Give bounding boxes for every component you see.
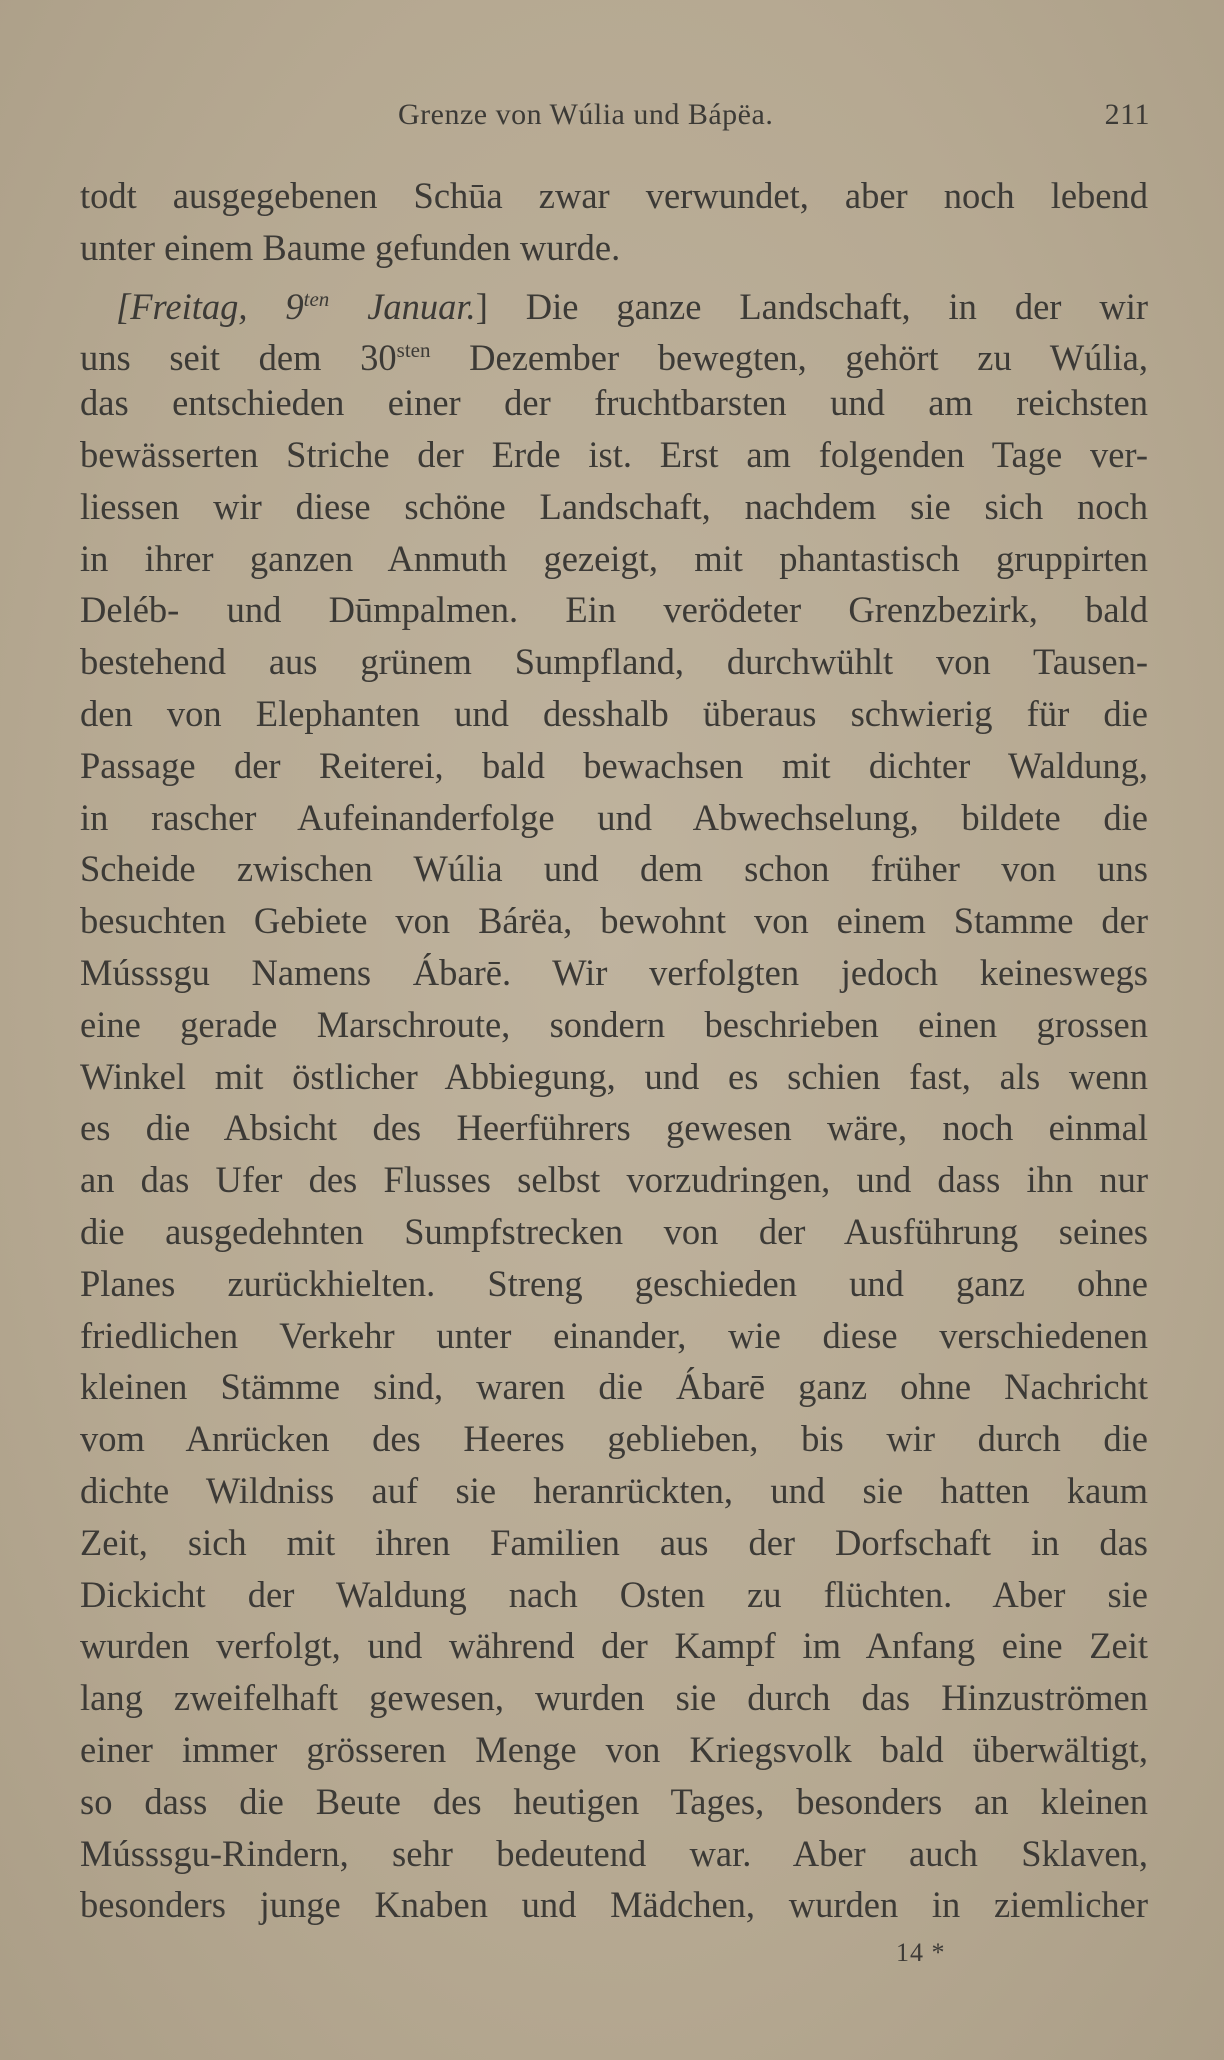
text-line: dichte Wildniss auf sie heranrückten, und sie hatten kaum [80, 1469, 1148, 1511]
date-line-rest: Die ganze Landschaft, in der wir [487, 285, 1148, 327]
text-line: bewässerten Striche der Erde ist. Erst am folgenden Tage ver- [80, 433, 1148, 475]
page-number: 211 [1104, 98, 1150, 131]
text-line: in ihrer ganzen Anmuth gezeigt, mit phantastisch gruppirten [80, 537, 1148, 579]
text-line: Zeit, sich mit ihren Familien aus der Dorfschaft in das [80, 1521, 1148, 1563]
text-line: friedlichen Verkehr unter einander, wie diese verschiedenen [80, 1314, 1148, 1356]
text-line: Planes zurückhielten. Streng geschieden und ganz ohne [80, 1262, 1148, 1304]
text-line: Scheide zwischen Wúlia und dem schon früher von uns [80, 848, 1148, 890]
text-line: vom Anrücken des Heeres geblieben, bis wir durch die [80, 1418, 1148, 1460]
text-line: das entschieden einer der fruchtbarsten und am reichsten [80, 382, 1148, 424]
text-line: Dickicht der Waldung nach Osten zu flüchten. Aber sie [80, 1573, 1148, 1615]
text-line: bestehend aus grünem Sumpfland, durchwühlt von Tausen- [80, 641, 1148, 683]
text-line: in rascher Aufeinanderfolge und Abwechselung, bildete die [80, 796, 1148, 838]
day-number: 9 [285, 285, 304, 327]
weekday: Freitag, [130, 285, 248, 327]
running-head [80, 98, 1150, 138]
text-line: lang zweifelhaft gewesen, wurden sie durch das Hinzuströmen [80, 1677, 1148, 1719]
body-text [80, 170, 1148, 1931]
text-line: eine gerade Marschroute, sondern beschrieben einen grossen [80, 1003, 1148, 1045]
text-line: Passage der Reiterei, bald bewachsen mit dichter Waldung, [80, 744, 1148, 786]
text-line: besonders junge Knaben und Mädchen, wurden in ziemlicher [80, 1884, 1148, 1926]
text-line: die ausgedehnten Sumpfstrecken von der Ausführung seines [80, 1210, 1148, 1252]
text-line: kleinen Stämme sind, waren die Ábarē ganz ohne Nachricht [80, 1366, 1148, 1408]
text-line: todt ausgegebenen Schūa zwar verwundet, aber noch lebend [80, 175, 1148, 216]
text-fragment: Dezember bewegten, gehört zu Wúlia, [430, 337, 1149, 379]
text-line: so dass die Beute des heutigen Tages, besonders an kleinen [80, 1780, 1148, 1822]
text-line: den von Elephanten und desshalb überaus schwierig für die [80, 692, 1148, 734]
text-line: Músssgu Namens Ábarē. Wir verfolgten jedoch keineswegs [80, 951, 1148, 993]
text-line: Músssgu-Rindern, sehr bedeutend war. Aber auch Sklaven, [80, 1832, 1148, 1874]
bracket-open: [ [116, 285, 131, 327]
running-title: Grenze von Wúlia und Báрëa. [398, 98, 774, 131]
text-line: besuchten Gebiete von Bárëa, bewohnt von einem Stamme der [80, 900, 1148, 942]
text-line: liessen wir diese schöne Landschaft, nachdem sie sich noch [80, 485, 1148, 527]
date-heading-line [80, 274, 1148, 326]
text-line: es die Absicht des Heerführers gewesen wäre, noch einmal [80, 1107, 1148, 1149]
text-line: wurden verfolgt, und während der Kampf im Anfang eine Zeit [80, 1625, 1148, 1667]
day-suffix: ten [303, 286, 330, 311]
text-line: an das Ufer des Flusses selbst vorzudringen, und dass ihn nur [80, 1159, 1148, 1201]
month: Januar. [367, 285, 476, 327]
text-line: unter einem Baume gefunden wurde. [80, 226, 621, 268]
text-line: einer immer grösseren Menge von Kriegsvolk bald überwältigt, [80, 1728, 1148, 1770]
text-fragment: uns seit dem 30 [80, 337, 397, 379]
signature-mark: 14 * [896, 1938, 946, 1967]
text-line: Winkel mit östlicher Abbiegung, und es schien fast, als wenn [80, 1055, 1148, 1097]
bracket-close: ] [475, 285, 488, 327]
text-line: Deléb- und Dūmpalmen. Ein verödeter Grenzbezirk, bald [80, 589, 1148, 631]
text-line [80, 325, 1148, 377]
ordinal-suffix: sten [396, 338, 431, 363]
